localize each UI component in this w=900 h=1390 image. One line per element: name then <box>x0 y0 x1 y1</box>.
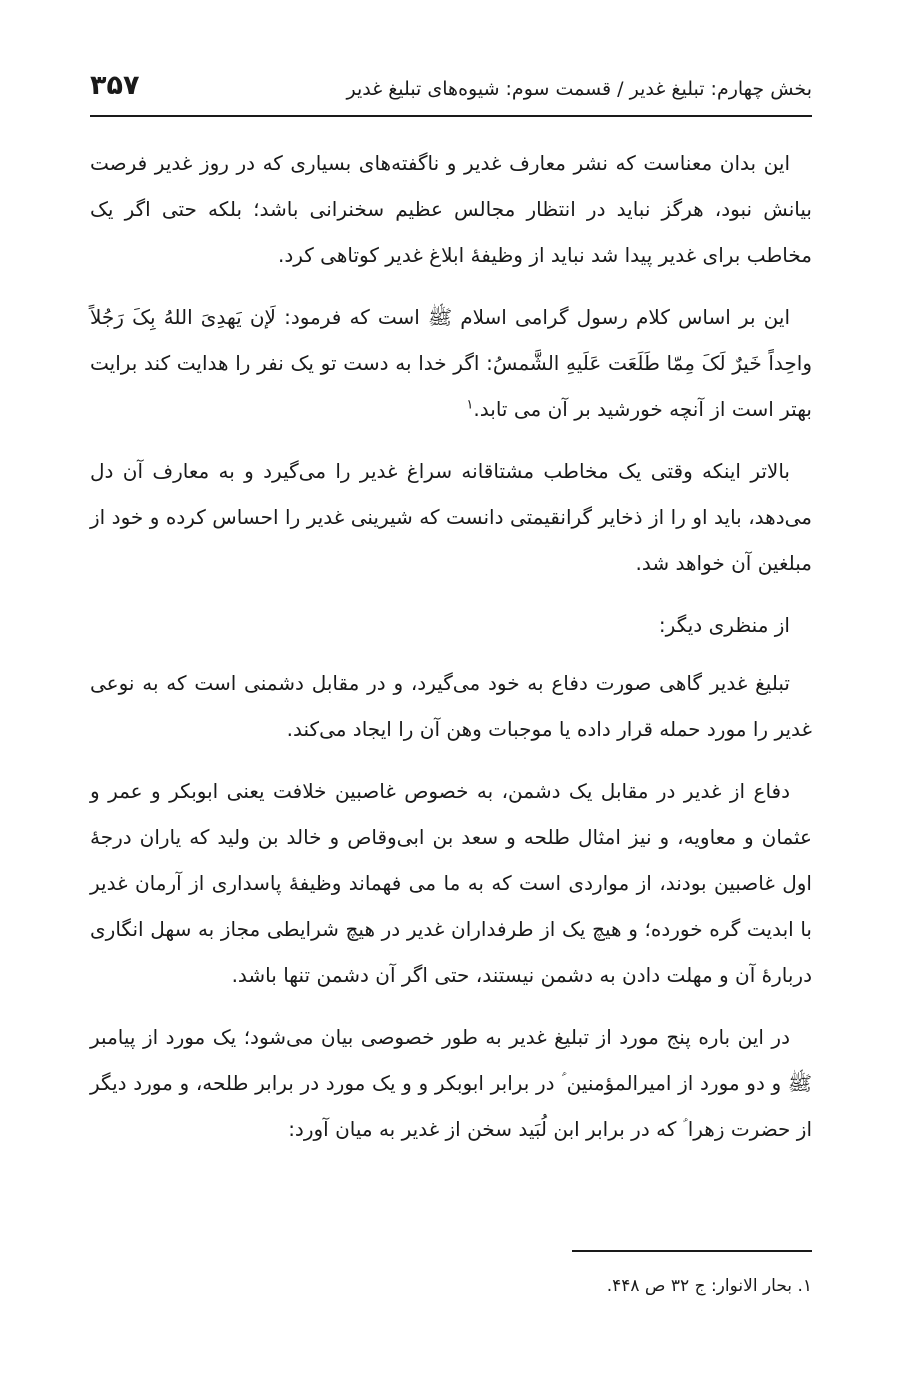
paragraph-5: تبلیغ غدیر گاهی صورت دفاع به خود می‌گیرد، و در مقابل دشمنی است که به نوعی غدیر را مورد حمله قرار داده یا موجبات وهن آن را ایجاد می‌کند. <box>90 671 812 741</box>
paragraph-6: دفاع از غدیر در مقابل یک دشمن، به خصوص غاصبین خلافت یعنی ابوبکر و عمر و عثمان و معاویه، و نیز امثال طلحه و سعد بن ابی‌وقاص و خالد بن ولید که یاران درجهٔ اول غاصبین بودند، از مواردی است که به ما می فهماند وظیفهٔ پاسداری از آرمان غدیر با ابدیت گره خورده؛ و هیچ یک از طرفداران غدیر در هیچ شرایطی مجاز به سهل انگاری دربارهٔ آن و مهلت دادن به دشمن نیستند، حتی اگر آن دشمن تنها باشد. <box>90 779 812 987</box>
paragraph-3: بالاتر اینکه وقتی یک مخاطب مشتاقانه سراغ غدیر را می‌گیرد و به معارف آن دل می‌دهد، باید او را از ذخایر گرانقیمتی دانست که شیرینی غدیر را احساس کرده و خود از مبلغین آن خواهد شد. <box>90 459 812 575</box>
paragraph-1: این بدان معناست که نشر معارف غدیر و ناگفته‌های بسیاری که در روز غدیر فرصت بیانش نبود، هرگز نباید در انتظار مجالس عظیم سخنرانی باشد؛ بلکه حتی اگر یک مخاطب برای غدیر پیدا شد نباید از وظیفهٔ ابلاغ غدیر کوتاهی کرد. <box>90 151 812 267</box>
page-content <box>90 0 812 1390</box>
header-divider <box>90 115 812 117</box>
paragraph-4-heading: از منظری دیگر: <box>658 613 790 637</box>
running-header <box>90 68 812 108</box>
footnote: ۱. بحار الانوار: ج ۳۲ ص ۴۴۸. <box>606 1276 812 1296</box>
paragraph-2-text: این بر اساس کلام رسول گرامی اسلام ﷺ است که فرمود: لَإن یَهدِیَ اللهُ بِکَ رَجُلاً واحِداً خَیرٌ لَکَ مِمّا طَلَعَت عَلَیهِ الشَّمسُ: اگر خدا به دست تو یک نفر را هدایت کند برایت بهتر است از آنچه خورشید بر آن می تابد. <box>90 305 812 421</box>
running-header-title: بخش چهارم: تبلیغ غدیر / قسمت سوم: شیوه‌های تبلیغ غدیر <box>346 78 812 100</box>
page-number: ۳۵۷ <box>90 70 140 101</box>
body-text <box>90 140 812 1164</box>
paragraph-2 <box>90 294 812 432</box>
footnote-divider <box>572 1250 812 1252</box>
paragraph-7: در این باره پنج مورد از تبلیغ غدیر به طور خصوصی بیان می‌شود؛ یک مورد از پیامبر ﷺ و دو مورد از امیرالمؤمنین ؑ در برابر ابوبکر و و یک مورد در برابر طلحه، و مورد دیگر از حضرت زهرا ؑ که در برابر ابن لُبَید سخن از غدیر به میان آورد: <box>90 1025 812 1141</box>
footnote-marker: ۱ <box>466 397 474 413</box>
